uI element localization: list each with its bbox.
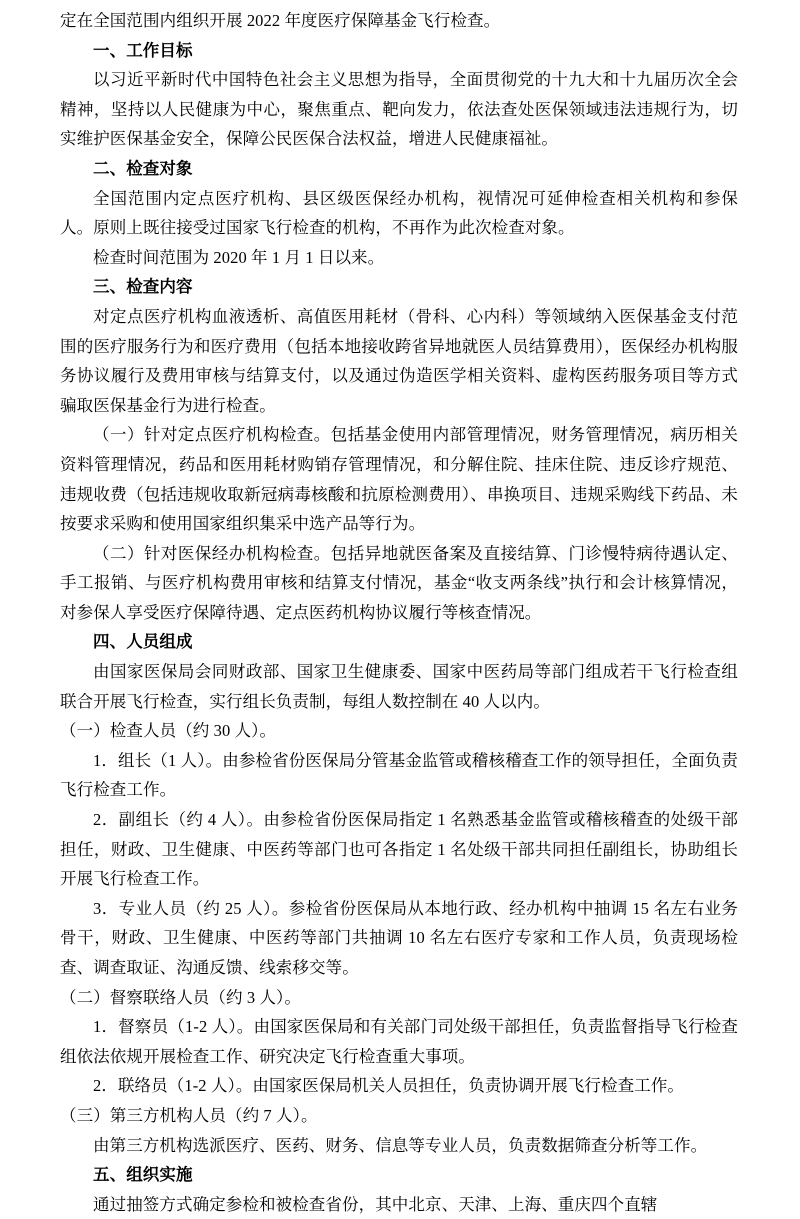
paragraph-5-1: 通过抽签方式确定参检和被检查省份，其中北京、天津、上海、重庆四个直辖 — [93, 1194, 658, 1214]
list-item-4-1-3: 3．专业人员（约 25 人）。参检省份医保局从本地行政、经办机构中抽调 15 名左右业务骨干，财政、卫生健康、中医药等部门共抽调 10 名左右医疗专家和工作人员，负责现场检查、调查取证、沟通反馈、线索移交等。 — [60, 898, 738, 977]
section-heading-3: 三、检查内容 — [93, 277, 193, 297]
section-heading-5: 五、组织实施 — [93, 1165, 193, 1185]
list-item-4-1-2: 2．副组长（约 4 人）。由参检省份医保局指定 1 名熟悉基金监管或稽核稽查的处级干部担任，财政、卫生健康、中医药等部门也可各指定 1 名处级干部共同担任副组长，协助组长开展飞行检查工作。 — [60, 810, 738, 889]
subsection-4-1: （一）检查人员（约 30 人）。 — [60, 721, 277, 741]
list-item-4-2-1: 1．督察员（1-2 人）。由国家医保局和有关部门司处级干部担任，负责监督指导飞行检查组依法依规开展检查工作、研究决定飞行检查重大事项。 — [60, 1017, 738, 1066]
paragraph-3-2: （一）针对定点医疗机构检查。包括基金使用内部管理情况，财务管理情况，病历相关资料管理情况，药品和医用耗材购销存管理情况，和分解住院、挂床住院、违反诊疗规范、违规收费（包括违规收取新冠病毒核酸和抗原检测费用）、串换项目、违规采购线下药品、未按要求采购和使用国家组织集采中选产品等行为。 — [60, 425, 738, 534]
subsection-4-3: （三）第三方机构人员（约 7 人）。 — [60, 1105, 318, 1125]
list-item-4-1-1: 1．组长（1 人）。由参检省份医保局分管基金监管或稽核稽查工作的领导担任，全面负责飞行检查工作。 — [60, 750, 738, 800]
document-body — [60, 6, 738, 1219]
paragraph-1-1: 以习近平新时代中国特色社会主义思想为指导，全面贯彻党的十九大和十九届历次全会精神，坚持以人民健康为中心，聚焦重点、靶向发力，依法查处医保领域违法违规行为，切实维护医保基金安全，保障公民医保合法权益，增进人民健康福祉。 — [60, 70, 738, 149]
subsection-4-2: （二）督察联络人员（约 3 人）。 — [60, 987, 301, 1007]
paragraph-2-1: 全国范围内定点医疗机构、县区级医保经办机构，视情况可延伸检查相关机构和参保人。原则上既往接受过国家飞行检查的机构，不再作为此次检查对象。 — [60, 188, 738, 238]
list-item-4-2-2: 2．联络员（1-2 人）。由国家医保局机关人员担任，负责协调开展飞行检查工作。 — [93, 1076, 685, 1096]
section-heading-1: 一、工作目标 — [93, 40, 193, 60]
paragraph-2-2: 检查时间范围为 2020 年 1 月 1 日以来。 — [93, 247, 385, 267]
paragraph-3-1: 对定点医疗机构血液透析、高值医用耗材（骨科、心内科）等领域纳入医保基金支付范围的医疗服务行为和医疗费用（包括本地接收跨省异地就医人员结算费用），医保经办机构服务协议履行及费用审核与结算支付，以及通过伪造医学相关资料、虚构医药服务项目等方式骗取医保基金行为进行检查。 — [60, 306, 738, 415]
paragraph-4-3-1: 由第三方机构选派医疗、医药、财务、信息等专业人员，负责数据筛查分析等工作。 — [93, 1135, 708, 1155]
section-heading-2: 二、检查对象 — [93, 158, 193, 178]
paragraph-continuation: 定在全国范围内组织开展 2022 年度医疗保障基金飞行检查。 — [60, 11, 501, 30]
paragraph-4-1: 由国家医保局会同财政部、国家卫生健康委、国家中医药局等部门组成若干飞行检查组联合开展飞行检查，实行组长负责制，每组人数控制在 40 人以内。 — [60, 662, 738, 711]
paragraph-3-3: （二）针对医保经办机构检查。包括异地就医备案及直接结算、门诊慢特病待遇认定、手工报销、与医疗机构费用审核和结算支付情况，基金“收支两条线”执行和会计核算情况，对参保人享受医疗保障待遇、定点医药机构协议履行等核查情况。 — [60, 543, 738, 622]
section-heading-4: 四、人员组成 — [93, 632, 193, 652]
